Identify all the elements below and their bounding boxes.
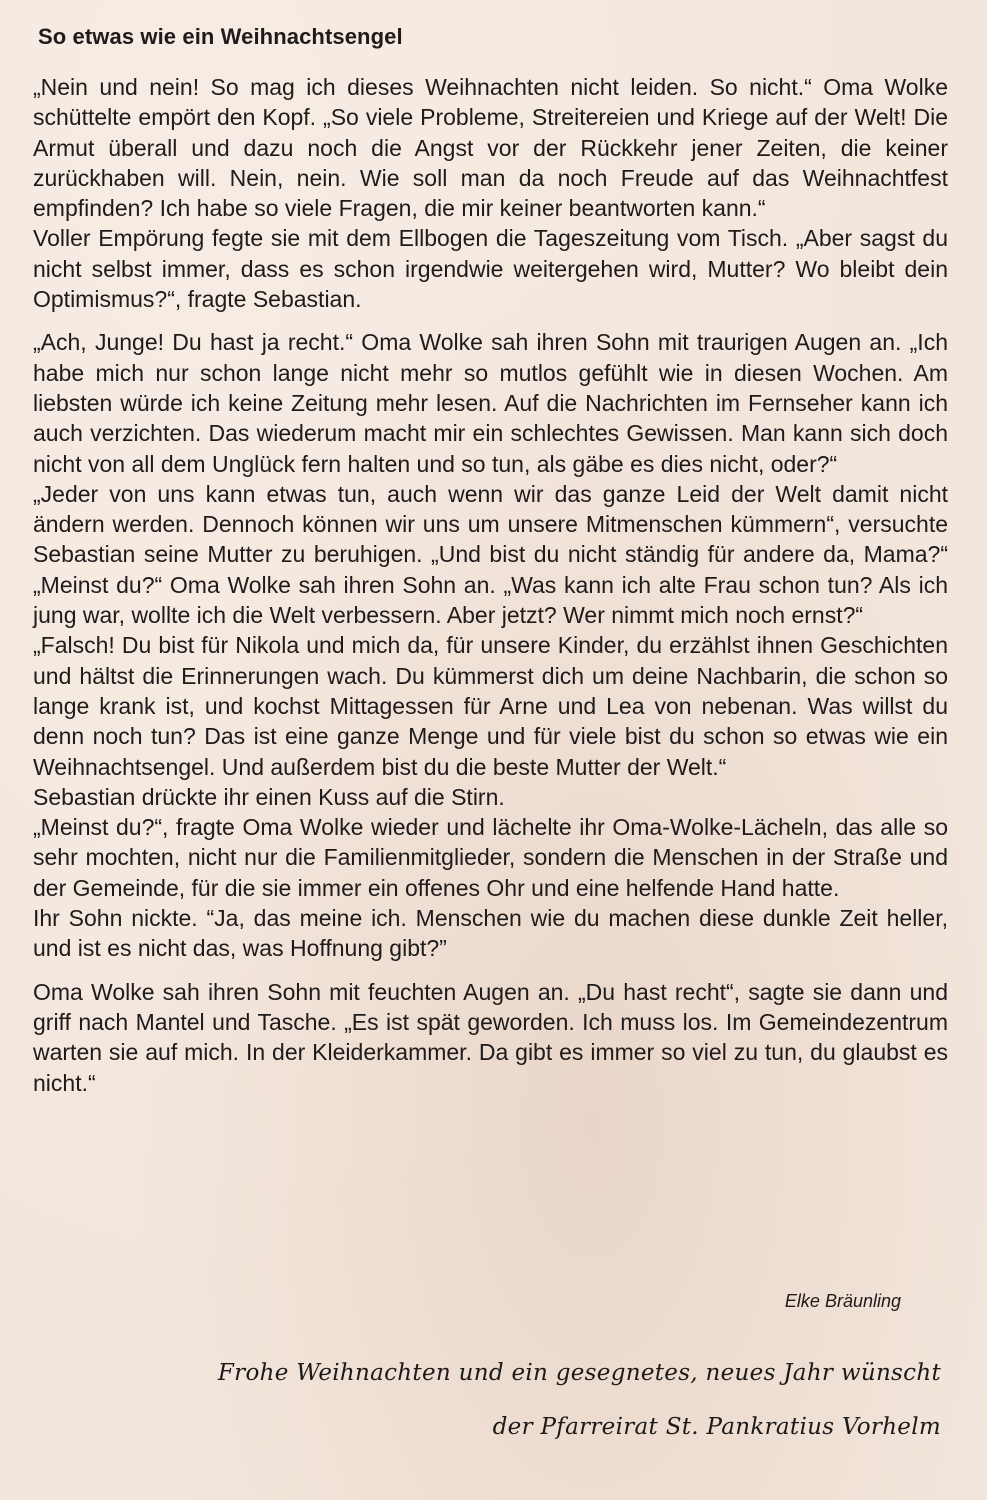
story-paragraph: „Nein und nein! So mag ich dieses Weihnachten nicht leiden. So nicht.“ Oma Wolke schüttelte empört den Kopf. „So viele Probleme, Streitereien und Kriege auf der Welt! Die Armut überall und dazu noch die Angst vor der Rückkehr jener Zeiten, die keiner zurückhaben will. Nein, nein. Wie soll man da noch Freude auf das Weihnachtfest empfinden? Ich habe so viele Fragen, die mir keiner beantworten kann.“: [33, 74, 948, 222]
greeting-line-2: der Pfarreirat St. Pankratius Vorhelm: [492, 1414, 941, 1440]
story-paragraph: „Falsch! Du bist für Nikola und mich da, für unsere Kinder, du erzählst ihnen Geschichten und hältst die Erinnerungen wach. Du kümmerst dich um deine Nachbarin, die schon so lange krank ist, und kochst Mittagessen für Arne und Lea von nebenan. Was willst du denn noch tun? Das ist eine ganze Menge und für viele bist du schon so etwas wie ein Weihnachtsengel. Und außerdem bist du die beste Mutter der Welt.“: [33, 632, 948, 780]
story-body: [33, 72, 948, 1098]
story-paragraph: „Ach, Junge! Du hast ja recht.“ Oma Wolke sah ihren Sohn mit traurigen Augen an. „Ich habe mich nur schon lange nicht mehr so mutlos gefühlt wie in diesen Wochen. Am liebsten würde ich keine Zeitung mehr lesen. Auf die Nachrichten im Fernseher kann ich auch verzichten. Das wiederum macht mir ein schlechtes Gewissen. Man kann sich doch nicht von all dem Unglück fern halten und so tun, als gäbe es dies nicht, oder?“: [33, 329, 948, 477]
story-paragraph: Oma Wolke sah ihren Sohn mit feuchten Augen an. „Du hast recht“, sagte sie dann und griff nach Mantel und Tasche. „Es ist spät geworden. Ich muss los. Im Gemeindezentrum warten sie auf mich. In der Kleiderkammer. Da gibt es immer so viel zu tun, du glaubst es nicht.“: [33, 978, 948, 1096]
story-paragraph: Sebastian drückte ihr einen Kuss auf die Stirn.: [33, 783, 505, 810]
author-name: Elke Bräunling: [784, 1291, 901, 1311]
story-paragraph: Voller Empörung fegte sie mit dem Ellbogen die Tageszeitung vom Tisch. „Aber sagst du nicht selbst immer, dass es schon irgendwie weitergehen wird, Mutter? Wo bleibt dein Optimismus?“, fragte Sebastian.: [33, 225, 948, 313]
greeting-line-1: Frohe Weihnachten und ein gesegnetes, neues Jahr wünscht: [217, 1360, 941, 1386]
story-paragraph: „Jeder von uns kann etwas tun, auch wenn wir das ganze Leid der Welt damit nicht ändern werden. Dennoch können wir uns um unsere Mitmenschen kümmern“, versuchte Sebastian seine Mutter zu beruhigen. „Und bist du nicht ständig für andere da, Mama?“ „Meinst du?“ Oma Wolke sah ihren Sohn an. „Was kann ich alte Frau schon tun? Als ich jung war, wollte ich die Welt verbessern. Aber jetzt? Wer nimmt mich noch ernst?“: [33, 480, 948, 629]
story-paragraph: Ihr Sohn nickte. “Ja, das meine ich. Menschen wie du machen diese dunkle Zeit heller, und ist es nicht das, was Hoffnung gibt?”: [33, 905, 948, 962]
story-paragraph: „Meinst du?“, fragte Oma Wolke wieder und lächelte ihr Oma-Wolke-Lächeln, das alle so sehr mochten, nicht nur die Familienmitglieder, sondern die Menschen in der Straße und der Gemeinde, für die sie immer ein offenes Ohr und eine helfende Hand hatte.: [33, 814, 948, 901]
story-title: So etwas wie ein Weihnachtsengel: [38, 24, 403, 49]
